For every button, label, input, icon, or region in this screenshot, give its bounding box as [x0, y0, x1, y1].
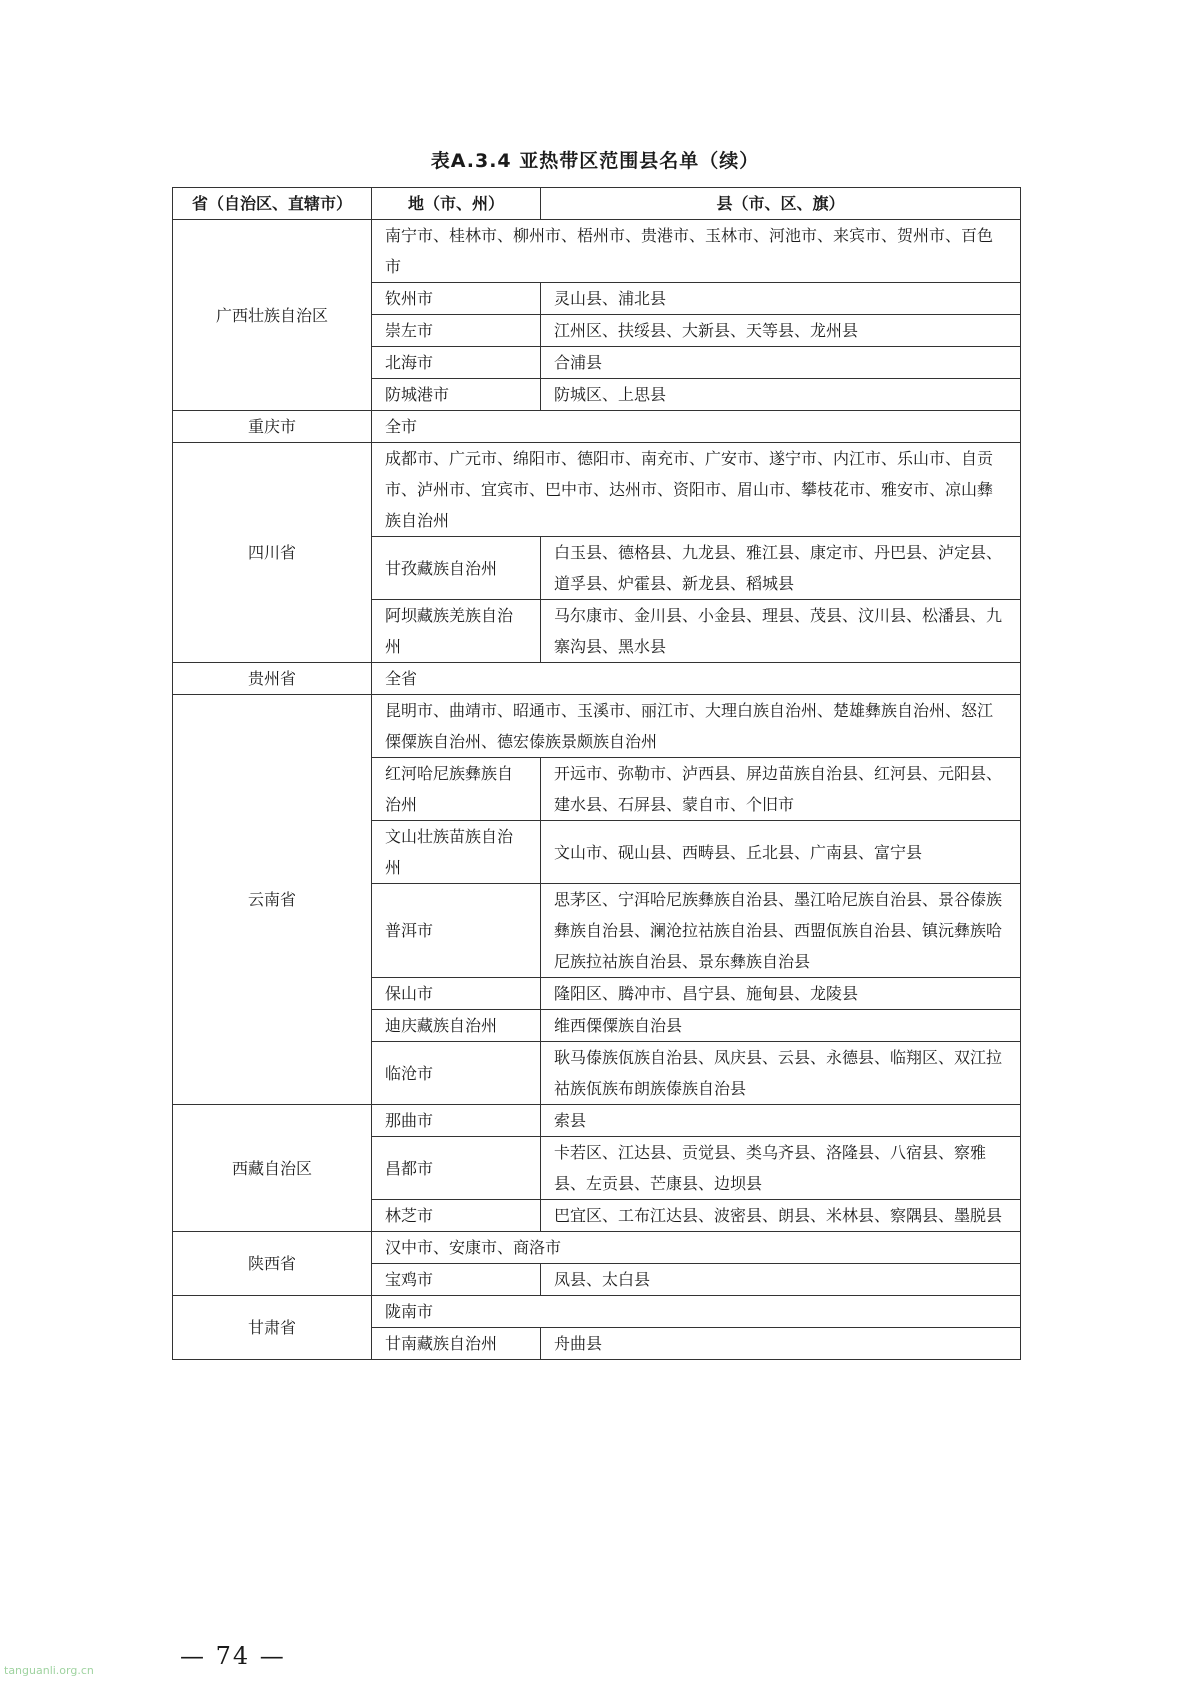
- city-cell: 昌都市: [372, 1137, 541, 1200]
- table-row: [173, 1296, 1021, 1328]
- county-cell: 凤县、太白县: [541, 1264, 1021, 1296]
- table-row: [173, 695, 1021, 758]
- city-cell: 崇左市: [372, 315, 541, 347]
- city-cell: 红河哈尼族彝族自治州: [372, 758, 541, 821]
- city-list-cell: 全市: [372, 411, 1021, 443]
- county-cell: 巴宜区、工布江达县、波密县、朗县、米林县、察隅县、墨脱县: [541, 1200, 1021, 1232]
- table-body: [173, 220, 1021, 1360]
- county-cell: 隆阳区、腾冲市、昌宁县、施甸县、龙陵县: [541, 978, 1021, 1010]
- table-row: [173, 443, 1021, 537]
- county-cell: 舟曲县: [541, 1328, 1021, 1360]
- city-cell: 林芝市: [372, 1200, 541, 1232]
- county-cell: 开远市、弥勒市、泸西县、屏边苗族自治县、红河县、元阳县、建水县、石屏县、蒙自市、个旧市: [541, 758, 1021, 821]
- city-list-cell: 全省: [372, 663, 1021, 695]
- watermark: tanguanli.org.cn: [4, 1664, 94, 1677]
- county-cell: 白玉县、德格县、九龙县、雅江县、康定市、丹巴县、泸定县、道孚县、炉霍县、新龙县、稻城县: [541, 537, 1021, 600]
- county-cell: 文山市、砚山县、西畴县、丘北县、广南县、富宁县: [541, 821, 1021, 884]
- city-cell: 钦州市: [372, 283, 541, 315]
- header-row: [173, 188, 1021, 220]
- city-list-cell: 汉中市、安康市、商洛市: [372, 1232, 1021, 1264]
- header-city: 地（市、州）: [372, 188, 541, 220]
- province-cell: 陕西省: [173, 1232, 372, 1296]
- county-cell: 思茅区、宁洱哈尼族彝族自治县、墨江哈尼族自治县、景谷傣族彝族自治县、澜沧拉祜族自治县、西盟佤族自治县、镇沅彝族哈尼族拉祜族自治县、景东彝族自治县: [541, 884, 1021, 978]
- county-cell: 耿马傣族佤族自治县、凤庆县、云县、永德县、临翔区、双江拉祜族佤族布朗族傣族自治县: [541, 1042, 1021, 1105]
- province-cell: 贵州省: [173, 663, 372, 695]
- province-cell: 云南省: [173, 695, 372, 1105]
- table-row: [173, 663, 1021, 695]
- city-cell: 甘孜藏族自治州: [372, 537, 541, 600]
- county-cell: 灵山县、浦北县: [541, 283, 1021, 315]
- city-cell: 迪庆藏族自治州: [372, 1010, 541, 1042]
- city-cell: 保山市: [372, 978, 541, 1010]
- county-cell: 马尔康市、金川县、小金县、理县、茂县、汶川县、松潘县、九寨沟县、黑水县: [541, 600, 1021, 663]
- city-cell: 那曲市: [372, 1105, 541, 1137]
- city-cell: 甘南藏族自治州: [372, 1328, 541, 1360]
- county-cell: 江州区、扶绥县、大新县、天等县、龙州县: [541, 315, 1021, 347]
- city-cell: 防城港市: [372, 379, 541, 411]
- county-list-table: [172, 187, 1021, 1360]
- table-row: [173, 1105, 1021, 1137]
- province-cell: 重庆市: [173, 411, 372, 443]
- province-cell: 甘肃省: [173, 1296, 372, 1360]
- county-cell: 卡若区、江达县、贡觉县、类乌齐县、洛隆县、八宿县、察雅县、左贡县、芒康县、边坝县: [541, 1137, 1021, 1200]
- county-cell: 索县: [541, 1105, 1021, 1137]
- county-cell: 防城区、上思县: [541, 379, 1021, 411]
- city-cell: 阿坝藏族羌族自治州: [372, 600, 541, 663]
- county-cell: 合浦县: [541, 347, 1021, 379]
- city-list-cell: 成都市、广元市、绵阳市、德阳市、南充市、广安市、遂宁市、内江市、乐山市、自贡市、泸州市、宜宾市、巴中市、达州市、资阳市、眉山市、攀枝花市、雅安市、凉山彝族自治州: [372, 443, 1021, 537]
- county-cell: 维西傈僳族自治县: [541, 1010, 1021, 1042]
- province-cell: 广西壮族自治区: [173, 220, 372, 411]
- province-cell: 四川省: [173, 443, 372, 663]
- city-cell: 普洱市: [372, 884, 541, 978]
- city-cell: 北海市: [372, 347, 541, 379]
- page-number: — 74 —: [180, 1642, 286, 1670]
- table-title: 表A.3.4 亚热带区范围县名单（续）: [430, 150, 760, 172]
- city-cell: 文山壮族苗族自治州: [372, 821, 541, 884]
- city-cell: 宝鸡市: [372, 1264, 541, 1296]
- table-row: [173, 220, 1021, 283]
- province-cell: 西藏自治区: [173, 1105, 372, 1232]
- header-province: 省（自治区、直辖市）: [173, 188, 372, 220]
- header-county: 县（市、区、旗）: [541, 188, 1021, 220]
- city-cell: 临沧市: [372, 1042, 541, 1105]
- city-list-cell: 昆明市、曲靖市、昭通市、玉溪市、丽江市、大理白族自治州、楚雄彝族自治州、怒江傈僳族自治州、德宏傣族景颇族自治州: [372, 695, 1021, 758]
- city-list-cell: 南宁市、桂林市、柳州市、梧州市、贵港市、玉林市、河池市、来宾市、贺州市、百色市: [372, 220, 1021, 283]
- city-list-cell: 陇南市: [372, 1296, 1021, 1328]
- table-row: [173, 411, 1021, 443]
- table-row: [173, 1232, 1021, 1264]
